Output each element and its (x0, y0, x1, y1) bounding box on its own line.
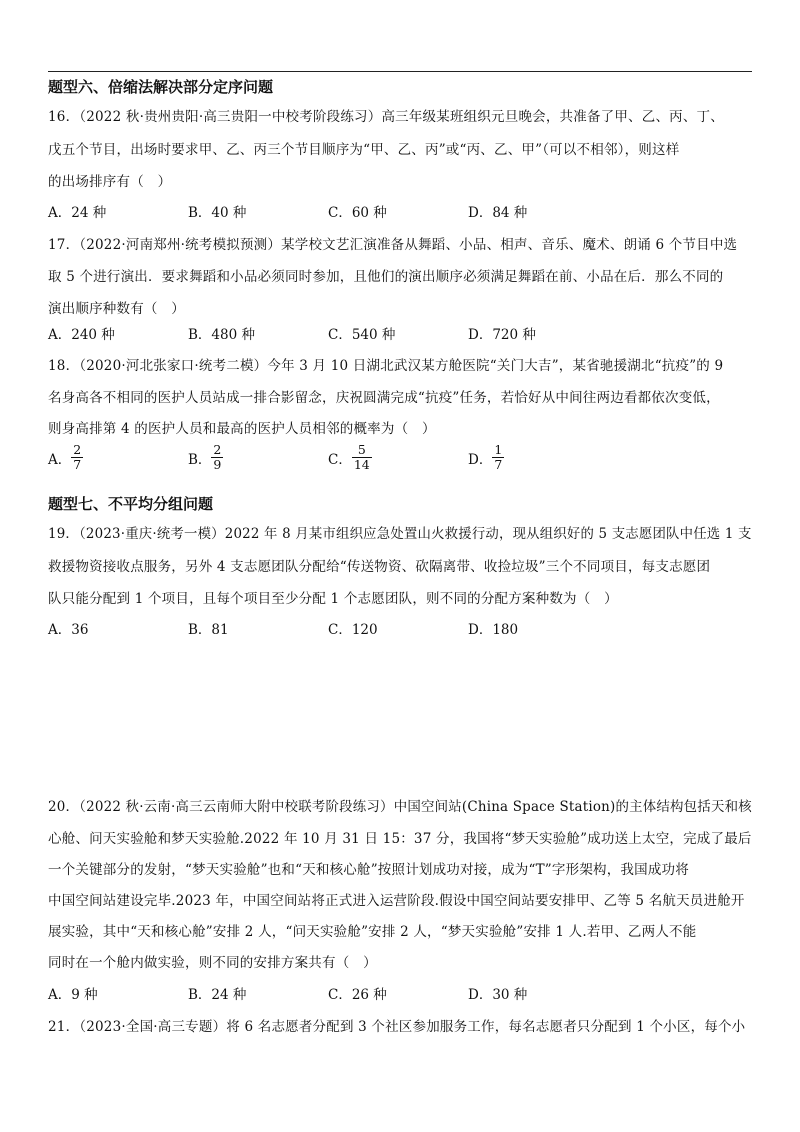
q16-option-a[interactable]: A．24 种 (48, 205, 107, 221)
q20-option-d[interactable]: D．30 种 (468, 987, 528, 1003)
q18-line-1: 18．（2020·河北张家口·统考二模）今年 3 月 10 日湖北武汉某方舱医院“关门大吉”，某省驰援湖北“抗疫”的 9 (48, 358, 724, 374)
denominator: 7 (494, 457, 503, 473)
q17-line-3: 演出顺序种数有（ ） (48, 301, 185, 317)
denominator: 7 (73, 457, 82, 473)
numerator: 5 (352, 443, 372, 458)
q16-line-3: 的出场排序有（ ） (48, 174, 172, 190)
q17-option-d[interactable]: D．720 种 (468, 327, 536, 343)
numerator: 2 (73, 442, 82, 457)
q20-line-3: 一个关键部分的发射，“梦天实验舱”也和“天和核心舱”按照计划成功对接，成为“T”字形架构，我国成功将 (48, 862, 689, 878)
q18-option-a-label: A． (48, 451, 72, 468)
q20-line-5: 展实验，其中“天和核心舱”安排 2 人，“问天实验舱”安排 2 人，“梦天实验舱”安排 1 人.若甲、乙两人不能 (48, 924, 697, 940)
q18-option-d-fraction (492, 443, 504, 473)
q19-option-d[interactable]: D．180 (468, 622, 519, 638)
q20-option-c[interactable]: C．26 种 (328, 987, 387, 1003)
q17-option-b[interactable]: B．480 种 (188, 327, 255, 343)
q17-option-a[interactable]: A．240 种 (48, 327, 115, 343)
q18-option-d[interactable] (468, 443, 504, 473)
q18-option-c[interactable] (328, 443, 372, 473)
q20-line-1: 20．（2022 秋·云南·高三云南师大附中校联考阶段练习）中国空间站(China Space Station)的主体结构包括天和核 (48, 799, 752, 815)
q16-option-b[interactable]: B．40 种 (188, 205, 247, 221)
q19-option-a[interactable]: A．36 (48, 622, 89, 638)
q20-line-2: 心舱、问天实验舱和梦天实验舱.2022 年 10 月 31 日 15：37 分，我国将“梦天实验舱”成功送上太空，完成了最后 (48, 831, 752, 847)
q20-option-b[interactable]: B．24 种 (188, 987, 247, 1003)
q18-option-a[interactable] (48, 443, 83, 473)
numerator: 2 (213, 442, 222, 457)
q18-line-3: 则身高排第 4 的医护人员和最高的医护人员相邻的概率为（ ） (48, 421, 436, 437)
q19-line-2: 救援物资接收点服务，另外 4 支志愿团队分配给“传送物资、砍隔离带、收捡垃圾”三个不同项目，每支志愿团 (48, 559, 711, 575)
q19-option-b[interactable]: B．81 (188, 622, 229, 638)
q17-option-c[interactable]: C．540 种 (328, 327, 396, 343)
q18-option-b-fraction (211, 443, 223, 473)
q16-line-1: 16．（2022 秋·贵州贵阳·高三贵阳一中校考阶段练习）高三年级某班组织元旦晚会，共准备了甲、乙、丙、丁、 (48, 109, 724, 125)
q19-option-c[interactable]: C．120 (328, 622, 378, 638)
section-7-title: 题型七、不平均分组问题 (48, 495, 214, 513)
q19-line-3: 队只能分配到 1 个项目，且每个项目至少分配 1 个志愿团队，则不同的分配方案种数为（ ） (48, 591, 618, 607)
q16-option-d[interactable]: D．84 种 (468, 205, 528, 221)
q21-line-1: 21．（2023·全国·高三专题）将 6 名志愿者分配到 3 个社区参加服务工作，每名志愿者只分配到 1 个小区，每个小 (48, 1019, 746, 1035)
q18-option-c-label: C． (328, 451, 352, 468)
q19-line-1: 19．（2023·重庆·统考一模）2022 年 8 月某市组织应急处置山火救援行动，现从组织好的 5 支志愿团队中任选 1 支 (48, 526, 752, 542)
q18-option-d-label: D． (468, 451, 493, 468)
q17-line-2: 取 5 个进行演出．要求舞蹈和小品必须同时参加，且他们的演出顺序必须满足舞蹈在前、小品在后．那么不同的 (48, 269, 724, 285)
q16-line-2: 戊五个节目，出场时要求甲、乙、丙三个节目顺序为“甲、乙、丙”或“丙、乙、甲”（可以不相邻），则这样 (48, 142, 680, 158)
section-6-title: 题型六、倍缩法解决部分定序问题 (48, 78, 274, 96)
denominator: 14 (353, 457, 370, 473)
q18-option-c-fraction (352, 443, 372, 473)
top-rule (48, 71, 752, 72)
q20-line-4: 中国空间站建设完毕.2023 年，中国空间站将正式进入运营阶段.假设中国空间站要安排甲、乙等 5 名航天员进舱开 (48, 893, 745, 909)
q16-option-c[interactable]: C．60 种 (328, 205, 387, 221)
numerator: 1 (494, 442, 503, 457)
q17-line-1: 17．（2022·河南郑州·统考模拟预测）某学校文艺汇演准备从舞蹈、小品、相声、音乐、魔术、朗诵 6 个节目中选 (48, 237, 738, 253)
q18-option-b-label: B． (188, 451, 212, 468)
q20-option-a[interactable]: A．9 种 (48, 987, 98, 1003)
q20-line-6: 同时在一个舱内做实验，则不同的安排方案共有（ ） (48, 955, 377, 971)
q18-option-a-fraction (71, 443, 83, 473)
denominator: 9 (213, 457, 222, 473)
q18-option-b[interactable] (188, 443, 223, 473)
q18-line-2: 名身高各不相同的医护人员站成一排合影留念，庆祝圆满完成“抗疫”任务，若恰好从中间往两边看都依次变低， (48, 390, 720, 406)
